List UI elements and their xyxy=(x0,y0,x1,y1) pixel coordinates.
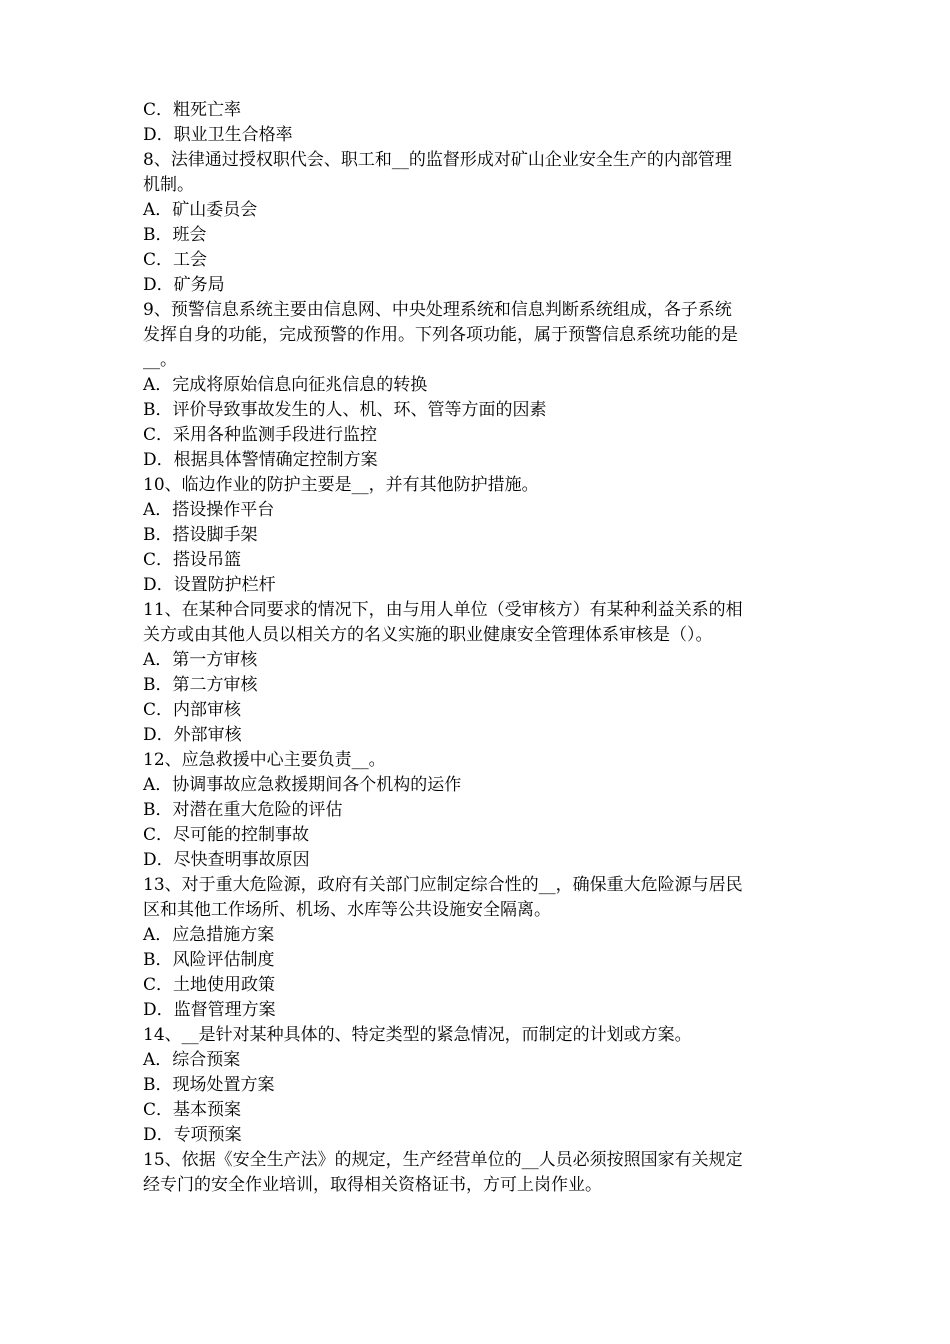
question-13-text: 区和其他工作场所、机场、水库等公共设施安全隔离。 xyxy=(143,900,551,920)
question-10-text: 10、临边作业的防护主要是__，并有其他防护措施。 xyxy=(143,475,539,495)
option-line: A．矿山委员会 xyxy=(143,200,258,220)
text-line: C．粗死亡率 xyxy=(143,100,242,120)
text-line: D．职业卫生合格率 xyxy=(143,125,293,145)
option-line: D．外部审核 xyxy=(143,725,242,745)
option-line: B．搭设脚手架 xyxy=(143,525,258,545)
question-9-text: __。 xyxy=(143,350,177,370)
question-11-text: 关方或由其他人员以相关方的名义实施的职业健康安全管理体系审核是（）。 xyxy=(143,625,713,645)
question-8-text: 8、法律通过授权职代会、职工和__的监督形成对矿山企业安全生产的内部管理 xyxy=(143,150,732,170)
document-page xyxy=(143,98,815,1198)
option-line: B．现场处置方案 xyxy=(143,1075,275,1095)
option-line: C．搭设吊篮 xyxy=(143,550,242,570)
option-line: A．完成将原始信息向征兆信息的转换 xyxy=(143,375,428,395)
option-line: A．应急措施方案 xyxy=(143,925,275,945)
option-line: D．设置防护栏杆 xyxy=(143,575,276,595)
option-line: D．专项预案 xyxy=(143,1125,242,1145)
option-line: A．第一方审核 xyxy=(143,650,258,670)
question-8-text: 机制。 xyxy=(143,175,194,195)
option-line: D．矿务局 xyxy=(143,275,225,295)
question-9-text: 9、预警信息系统主要由信息网、中央处理系统和信息判断系统组成，各子系统 xyxy=(143,300,732,320)
option-line: B．第二方审核 xyxy=(143,675,258,695)
question-15-text: 经专门的安全作业培训，取得相关资格证书，方可上岗作业。 xyxy=(143,1175,602,1195)
option-line: A．协调事故应急救援期间各个机构的运作 xyxy=(143,775,462,795)
question-12-text: 12、应急救援中心主要负责__。 xyxy=(143,750,386,770)
question-15-text: 15、依据《安全生产法》的规定，生产经营单位的__人员必须按照国家有关规定 xyxy=(143,1150,743,1170)
question-9-text: 发挥自身的功能，完成预警的作用。下列各项功能，属于预警信息系统功能的是 xyxy=(143,325,738,345)
option-line: A．综合预案 xyxy=(143,1050,241,1070)
option-line: B．评价导致事故发生的人、机、环、管等方面的因素 xyxy=(143,400,547,420)
question-14-text: 14、__是针对某种具体的、特定类型的紧急情况，而制定的计划或方案。 xyxy=(143,1025,692,1045)
question-13-text: 13、对于重大危险源，政府有关部门应制定综合性的__，确保重大危险源与居民 xyxy=(143,875,743,895)
option-line: C．尽可能的控制事故 xyxy=(143,825,310,845)
option-line: B．风险评估制度 xyxy=(143,950,275,970)
option-line: C．工会 xyxy=(143,250,208,270)
option-line: B．班会 xyxy=(143,225,207,245)
option-line: C．基本预案 xyxy=(143,1100,242,1120)
option-line: C．采用各种监测手段进行监控 xyxy=(143,425,378,445)
option-line: A．搭设操作平台 xyxy=(143,500,275,520)
option-line: D．根据具体警情确定控制方案 xyxy=(143,450,378,470)
option-line: D．尽快查明事故原因 xyxy=(143,850,310,870)
question-11-text: 11、在某种合同要求的情况下，由与用人单位（受审核方）有某种利益关系的相 xyxy=(143,600,743,620)
option-line: B．对潜在重大危险的评估 xyxy=(143,800,343,820)
option-line: C．土地使用政策 xyxy=(143,975,276,995)
option-line: D．监督管理方案 xyxy=(143,1000,276,1020)
option-line: C．内部审核 xyxy=(143,700,242,720)
